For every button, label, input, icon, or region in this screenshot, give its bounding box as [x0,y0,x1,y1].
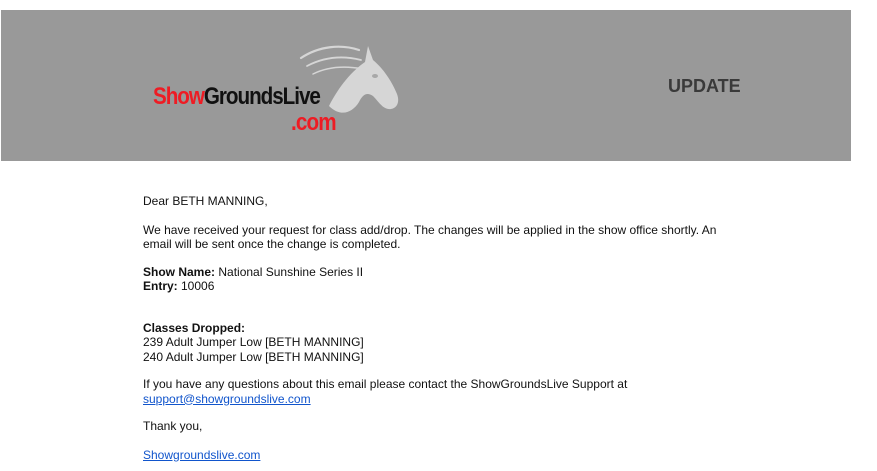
dropped-class-item: 240 Adult Jumper Low [BETH MANNING] [143,349,364,364]
greeting: Dear BETH MANNING, [143,194,268,208]
support-email-line [143,392,743,407]
thanks-text: Thank you, [143,419,203,433]
logo-wordmark [153,84,320,110]
entry-label: Entry: [143,279,178,293]
logo-text-show: Show [153,83,204,110]
entry-value: 10006 [177,279,215,293]
contact-text: If you have any questions about this email please contact the ShowGroundsLive Support at [143,377,628,391]
email-body [143,194,743,462]
logo-text-groundslive: GroundsLive [203,83,320,110]
email-header-banner [1,10,851,161]
classes-dropped-label: Classes Dropped: [143,320,246,335]
header-title: UPDATE [668,76,741,96]
show-name-label: Show Name: [143,264,216,279]
show-name-value: National Sunshine Series II [215,264,364,279]
logo-text-dotcom: .com [291,109,336,136]
show-name-line [143,265,743,280]
site-link[interactable]: Showgroundslive.com [143,447,261,462]
intro-paragraph: We have received your request for class add/drop. The changes will be applied in the show office shortly. An email will be sent once the change is completed. [143,222,717,251]
site-link-line [143,448,743,463]
entry-line [143,279,743,294]
support-email-link[interactable]: support@showgroundslive.com [143,391,311,406]
showgroundslive-logo[interactable] [151,36,411,146]
dropped-class-item: 239 Adult Jumper Low [BETH MANNING] [143,335,364,349]
